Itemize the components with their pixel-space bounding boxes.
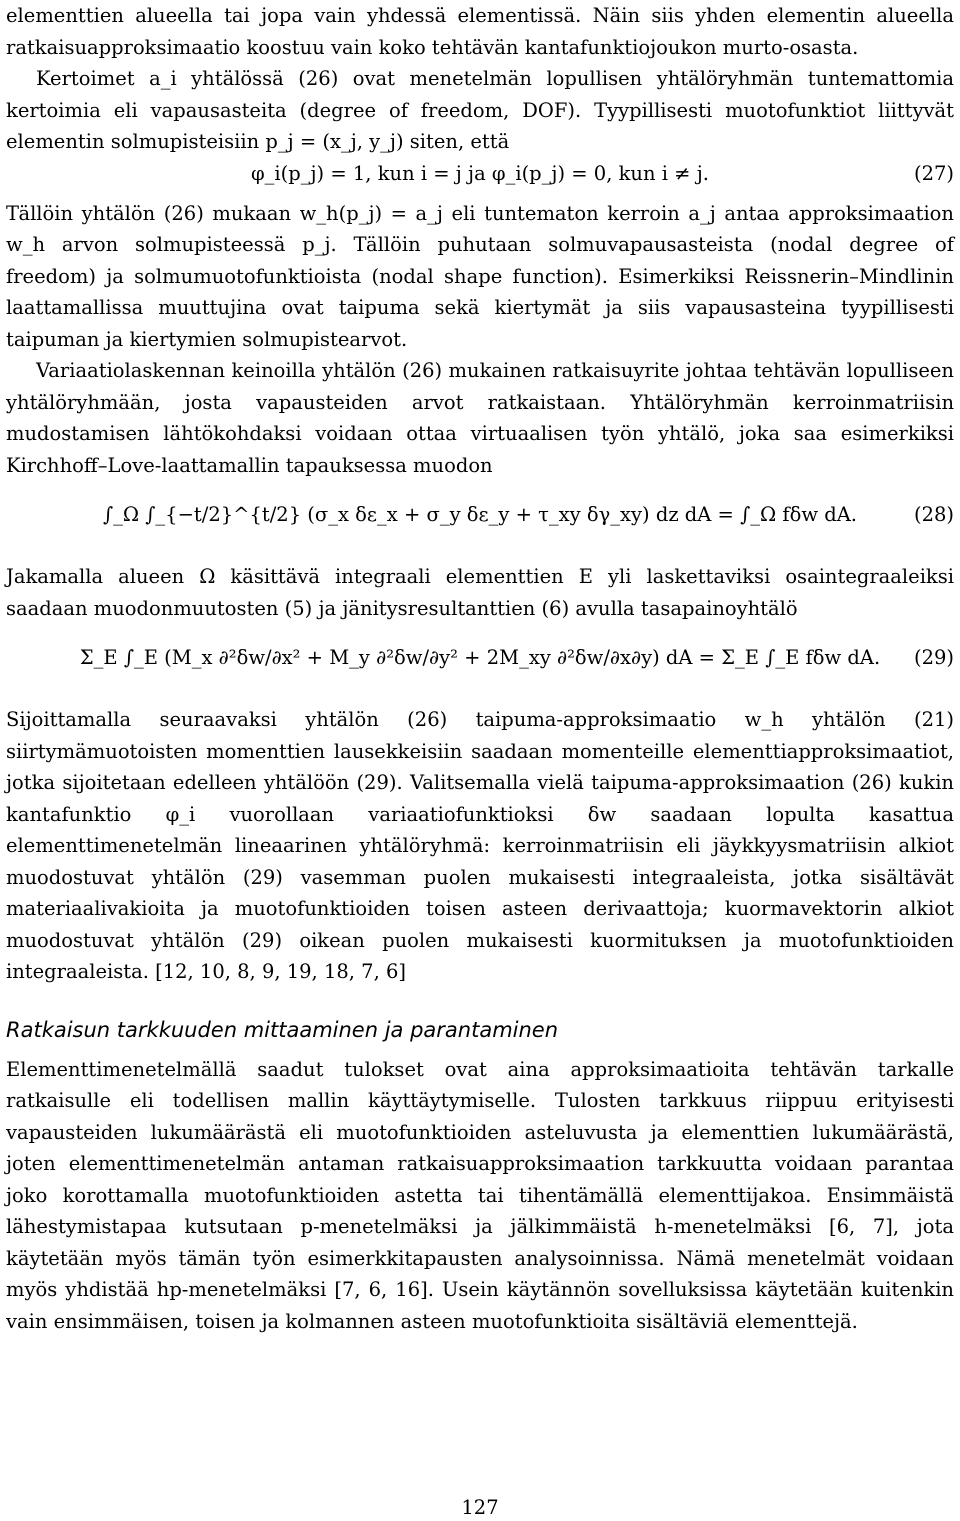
paragraph-1: elementtien alueella tai jopa vain yhdessä elementissä. Näin siis yhden elementin alueella ratkaisuapproksimaatio koostuu vain koko tehtävän kantafunktiojoukon murto-osasta. <box>6 4 954 59</box>
equation-29-body: Σ_E ∫_E (M_x ∂²δw/∂x² + M_y ∂²δw/∂y² + 2M_xy ∂²δw/∂x∂y) dA = Σ_E ∫_E fδw dA. <box>79 646 881 669</box>
equation-27-body: φ_i(p_j) = 1, kun i = j ja φ_i(p_j) = 0, kun i ≠ j. <box>251 161 709 185</box>
paragraph-6: Sijoittamalla seuraavaksi yhtälön (26) taipuma-approksimaatio w_h yhtälön (21) siirtymämuotoisten momenttien lausekkeisiin saadaan momenteille elementtiapproksimaatiot, jotka sijoitetaan edelleen yhtälöön (29). Valitsemalla vielä taipuma-approksimaation (26) kukin kantafunktio φ_i vuorollaan variaatiofunktioksi δw saadaan lopulta kasattua elementtimenetelmän lineaarinen yhtälöryhmä: kerroinmatriisin eli jäykkyysmatriisin alkiot muodostuvat yhtälön (29) vasemman puolen mukaisesti integraaleista, jotka sisältävät materiaalivakioita ja muotofunktioiden toisen asteen derivaattoja; kuormavektorin alkiot muodostuvat yhtälön (29) oikean puolen mukaisesti kuormituksen ja muotofunktioiden integraaleista. [12, 10, 8, 9, 19, 18, 7, 6] <box>6 708 954 983</box>
equation-28-body: ∫_Ω ∫_{−t/2}^{t/2} (σ_x δε_x + σ_y δε_y + τ_xy δγ_xy) dz dA = ∫_Ω fδw dA. <box>103 503 857 526</box>
equation-28-number: (28) <box>913 503 954 526</box>
paragraph-4: Variaatiolaskennan keinoilla yhtälön (26) mukainen ratkaisuyrite johtaa tehtävän lopulliseen yhtälöryhmään, josta vapausteiden arvot ratkaistaan. Yhtälöryhmän kerroinmatriisin mudostamisen lähtökohdaksi voidaan ottaa virtuaalisen työn yhtälö, joka saa esimerkiksi Kirchhoff–Love-laattamallin tapauksessa muodon <box>6 359 954 477</box>
paragraph-2: Kertoimet a_i yhtälössä (26) ovat menetelmän lopullisen yhtälöryhmän tuntemattomia kertoimia eli vapausasteita (degree of freedom, DOF). Tyypillisesti muotofunktiot liittyvät elementin solmupisteisiin p_j = (x_j, y_j) siten, että <box>6 67 954 153</box>
equation-29-number: (29) <box>913 646 954 669</box>
paragraph-3: Tällöin yhtälön (26) mukaan w_h(p_j) = a_j eli tuntematon kerroin a_j antaa approksimaation w_h arvon solmupisteessä p_j. Tällöin puhutaan solmuvapausasteista (nodal degree of freedom) ja solmumuotofunktioista (nodal shape function). Esimerkiksi Reissnerin–Mindlinin laattamallissa muuttujina ovat taipuma sekä kiertymät ja siis vapausasteina tyypillisesti taipuman ja kiertymien solmupistearvot. <box>6 201 954 351</box>
paragraph-5: Jakamalla alueen Ω käsittävä integraali elementtien E yli laskettaviksi osaintegraaleiksi saadaan muodonmuutosten (5) ja jänitysresultanttien (6) avulla tasapainoyhtälö <box>6 565 954 620</box>
document-page <box>6 0 954 1337</box>
section-heading: Ratkaisun tarkkuuden mittaaminen ja parantaminen <box>6 1017 559 1042</box>
equation-29 <box>6 624 954 704</box>
equation-27-number: (27) <box>913 161 954 185</box>
page-number: 127 <box>461 1496 499 1519</box>
paragraph-7: Elementtimenetelmällä saadut tulokset ovat aina approksimaatioita tehtävän tarkalle ratkaisulle eli todellisen mallin käyttäytymiselle. Tulosten tarkkuus riippuu erityisesti vapausteiden lukumäärästä eli muotofunktioiden asteluvusta ja elementtien lukumäärästä, joten elementtimenetelmän antaman ratkaisuapproksimaation tarkkuutta voidaan parantaa joko korottamalla muotofunktioiden astetta tai tihentämällä elementtijakoa. Ensimmäistä lähestymistapaa kutsutaan p-menetelmäksi ja jälkimmäistä h-menetelmäksi [6, 7], jota käytetään myös tämän työn esimerkkitapausten analysoinnissa. Nämä menetelmät voidaan myös yhdistää hp-menetelmäksi [7, 6, 16]. Usein käytännön sovelluksissa käytetään kuitenkin vain ensimmäisen, toisen ja kolmannen asteen muotofunktioita sisältäviä elementtejä. <box>6 1057 954 1333</box>
equation-28 <box>6 481 954 561</box>
equation-27 <box>6 158 954 198</box>
